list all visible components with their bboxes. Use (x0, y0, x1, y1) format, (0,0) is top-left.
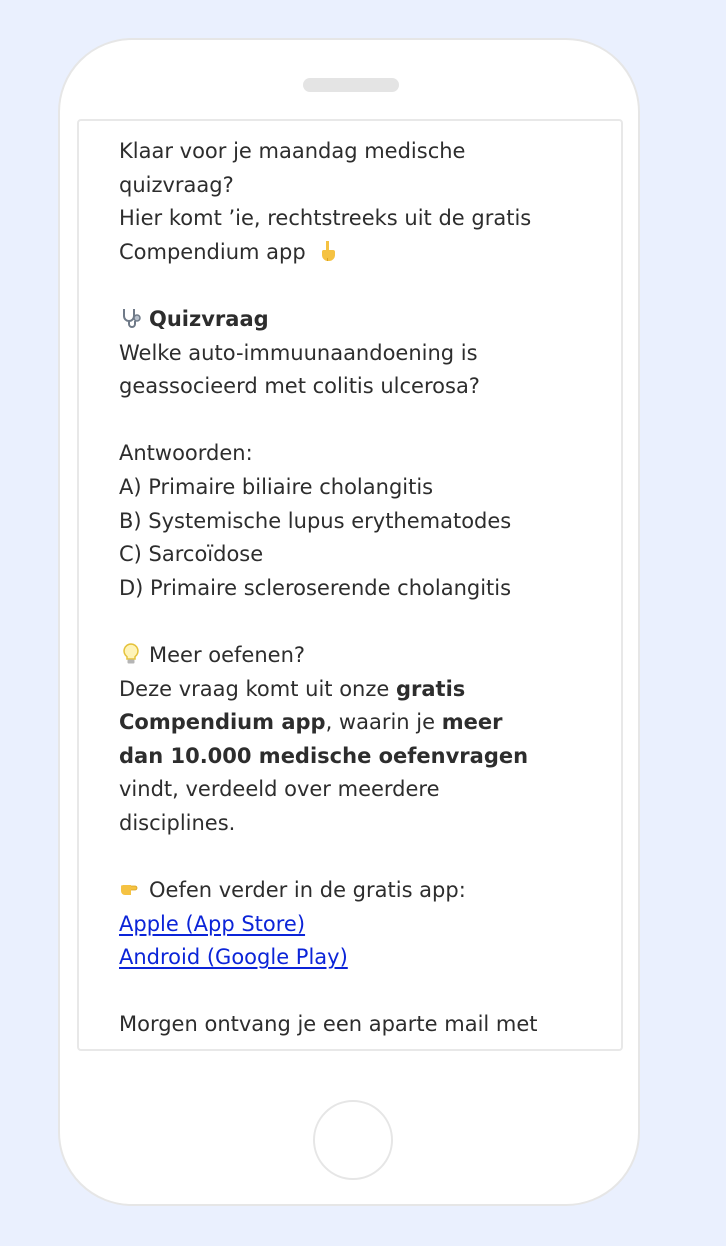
answer-c: C) Sarcoïdose (119, 542, 264, 567)
answers-label: Antwoorden: (119, 441, 253, 466)
more-bold-meer: meer (441, 710, 503, 735)
intro-line-3: Hier komt ’ie, rechtstreeks uit de gratis (119, 206, 532, 231)
apple-app-store-link[interactable]: Apple (App Store) (119, 911, 306, 936)
answer-b: B) Systemische lupus erythematodes (119, 508, 512, 533)
more-text-1: Deze vraag komt uit onze (119, 676, 396, 701)
practice-text: Oefen verder in de gratis app: (149, 878, 466, 903)
more-bold-app: Compendium app (119, 710, 326, 735)
pointing-right-icon (119, 877, 143, 901)
email-preview-screen[interactable] (77, 119, 623, 1051)
intro-line-1: Klaar voor je maandag medische (119, 139, 466, 163)
intro-line-4-text: Compendium app (119, 239, 306, 264)
footer-line: Morgen ontvang je een aparte mail met (119, 1012, 538, 1037)
practice-row (119, 874, 581, 908)
question-line-1: Welke auto-immuunaandoening is (119, 340, 478, 365)
answer-a: A) Primaire biliaire cholangitis (119, 474, 434, 499)
pointing-down-icon (316, 239, 340, 263)
more-text-4: disciplines. (119, 810, 236, 835)
more-heading-row (119, 639, 581, 673)
more-text-3: vindt, verdeeld over meerdere (119, 777, 440, 802)
more-bold-gratis: gratis (395, 676, 466, 701)
lightbulb-icon (119, 642, 143, 666)
more-paragraph (119, 673, 581, 841)
phone-frame (58, 38, 640, 1206)
more-text-2: , waarin je (325, 710, 442, 735)
phone-speaker (303, 78, 399, 92)
home-button[interactable] (313, 1100, 393, 1180)
email-body (79, 121, 621, 1042)
apple-link-row (119, 908, 581, 942)
more-bold-count: dan 10.000 medische oefenvragen (119, 743, 529, 768)
stethoscope-icon (119, 306, 143, 330)
question-line-2: geassocieerd met colitis ulcerosa? (119, 374, 480, 399)
intro-line-4 (119, 236, 581, 270)
intro-line-2: quizvraag? (119, 172, 234, 197)
quiz-heading: Quizvraag (149, 306, 269, 331)
android-google-play-link[interactable]: Android (Google Play) (119, 945, 348, 970)
answer-d: D) Primaire scleroserende cholangitis (119, 575, 512, 600)
more-heading: Meer oefenen? (149, 642, 306, 667)
quiz-heading-row (119, 303, 581, 337)
android-link-row (119, 941, 581, 975)
